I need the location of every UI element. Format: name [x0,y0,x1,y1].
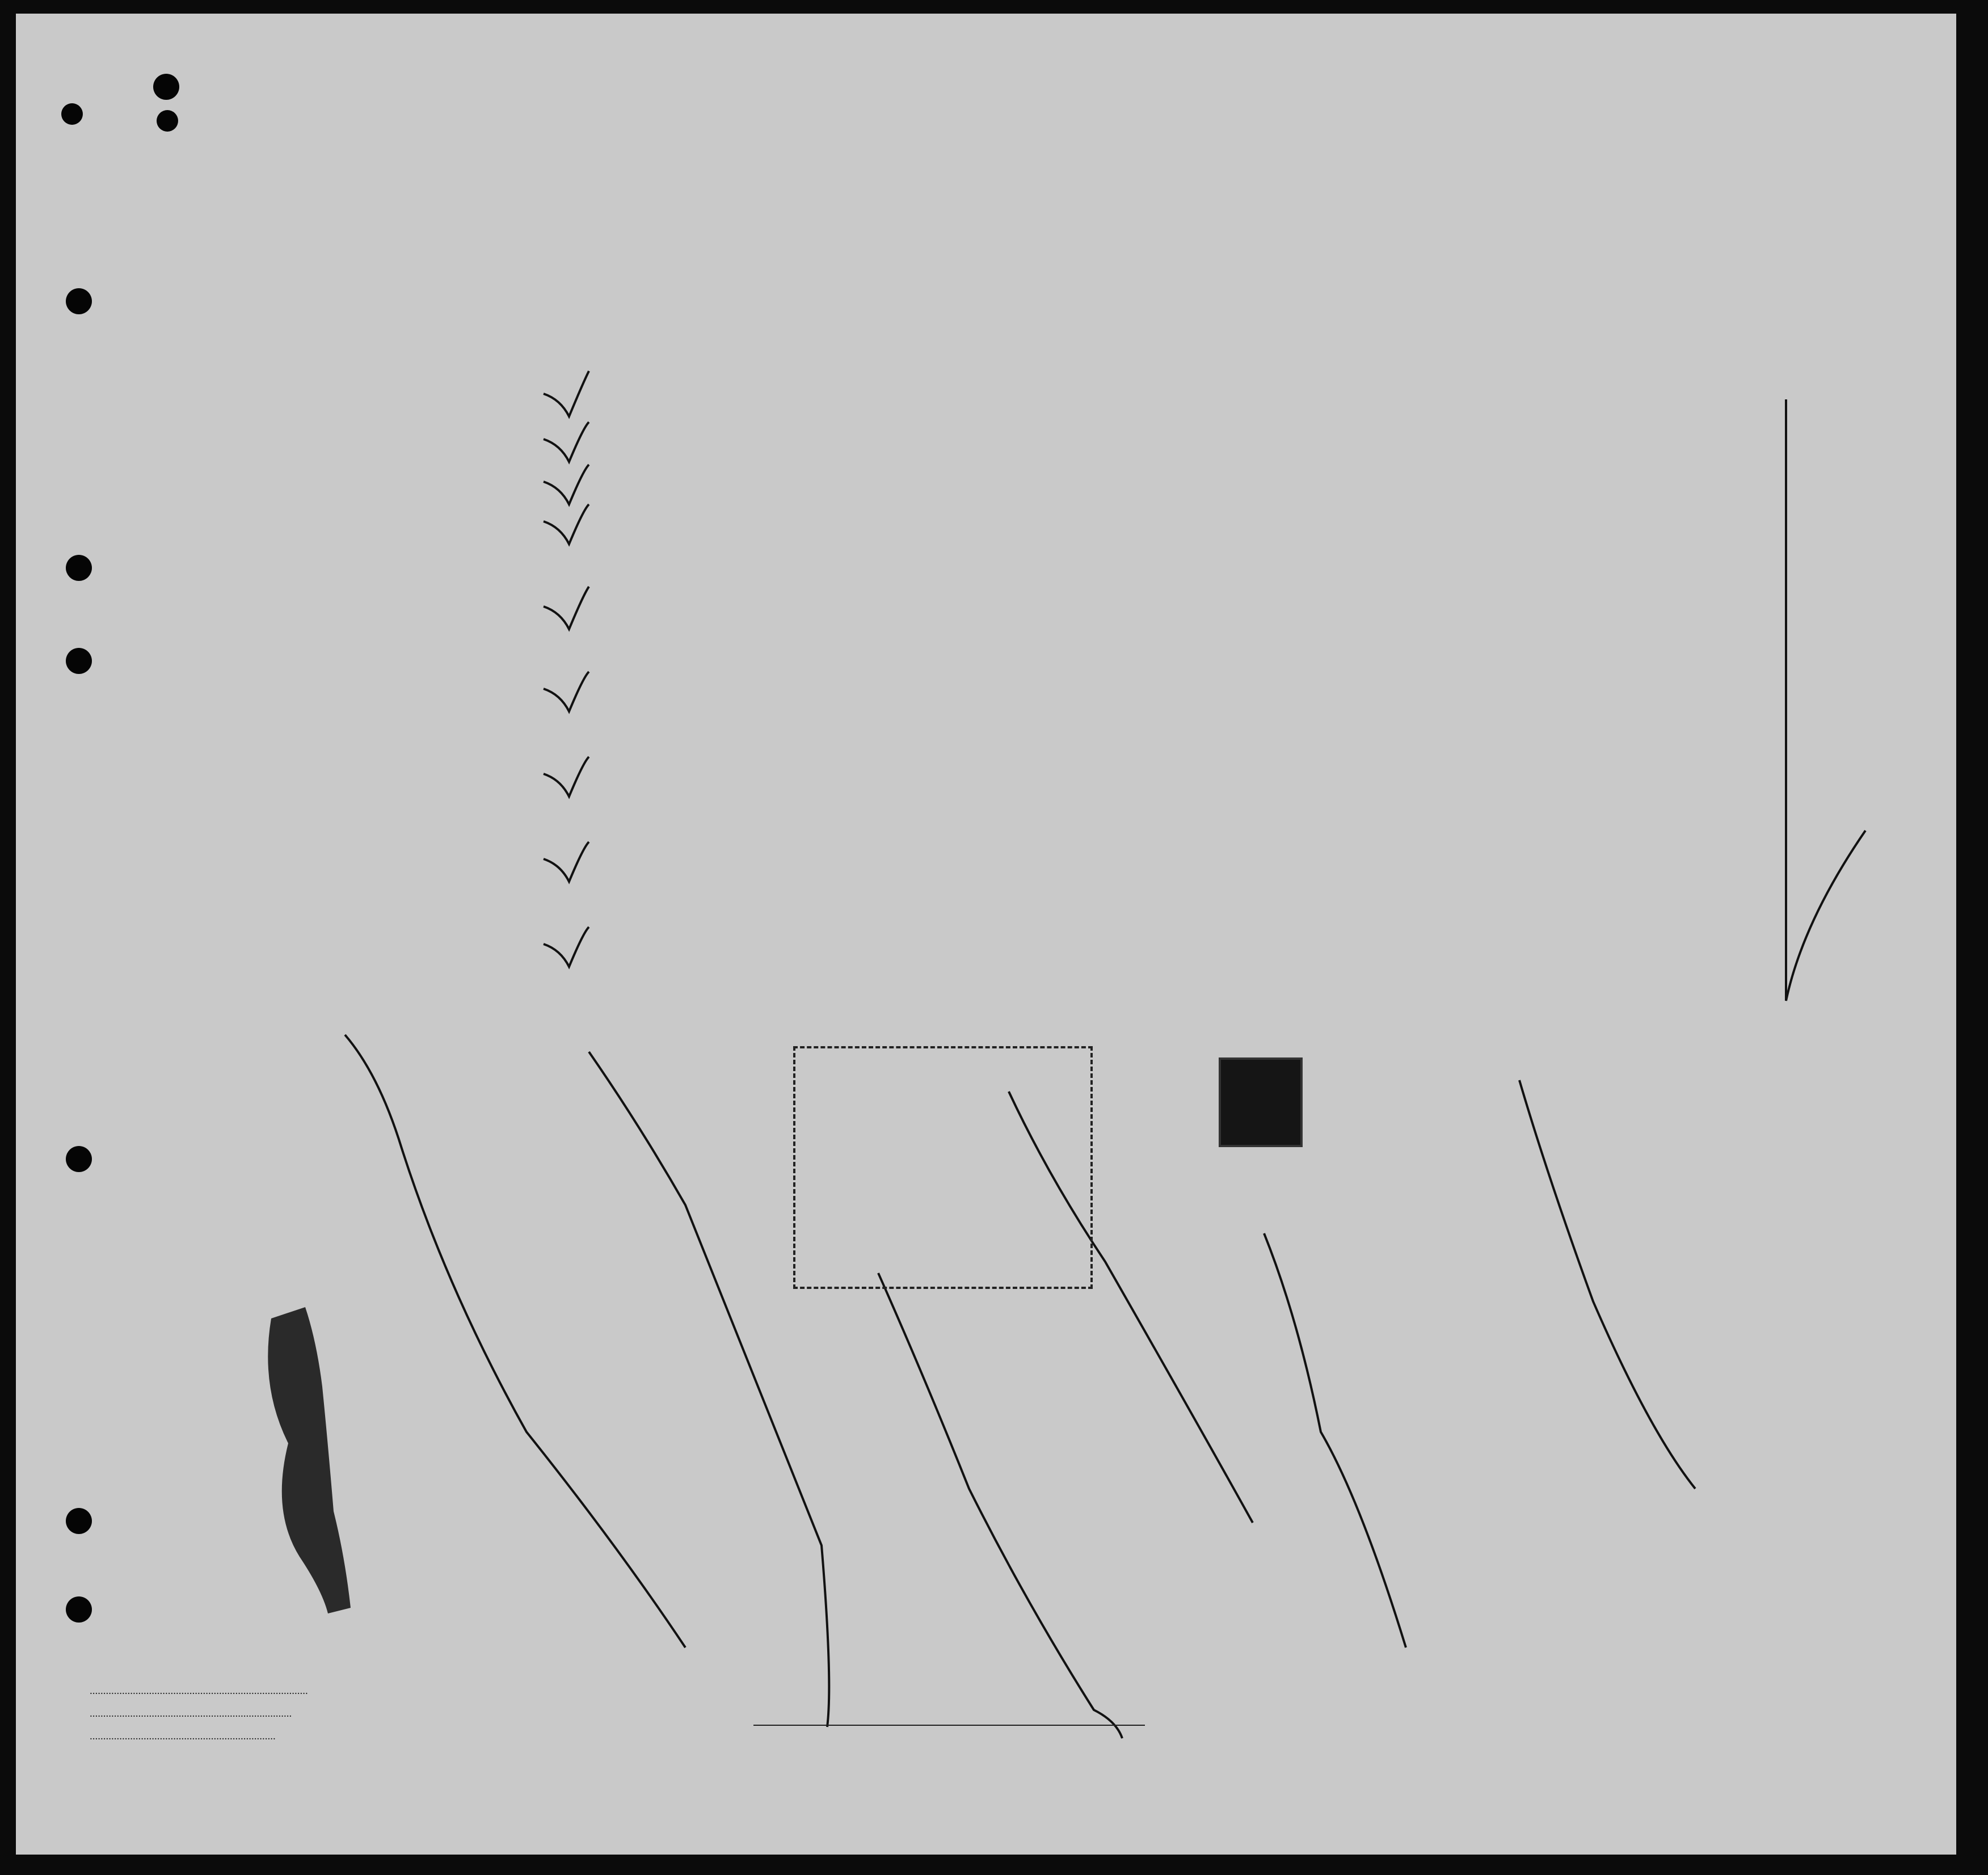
cancel-stroke [1264,1233,1406,1648]
inspector-signature-line [753,1725,1145,1726]
checkmark [544,422,589,462]
footer-owners-label: ........................................................................... [90,1708,292,1720]
manifest-page [16,14,1956,1855]
checkmark [544,927,589,967]
footer-line-label: ................................................................................. [90,1685,308,1697]
consulate-stamp [793,1046,1093,1289]
checkmark [544,504,589,544]
checkmark [544,757,589,797]
checkmark [544,465,589,504]
checkmark [544,587,589,629]
checkmark [544,672,589,711]
cancel-stroke [1519,1080,1695,1489]
footer-agents-label: ..................................................................... [90,1730,276,1742]
inspector-checkmark [1786,399,1865,1001]
checkmark [544,371,589,416]
wax-seal [158,1126,419,1625]
checkmark [544,842,589,882]
fee-stamp [1219,1057,1303,1147]
cancel-stroke [878,1273,1122,1738]
